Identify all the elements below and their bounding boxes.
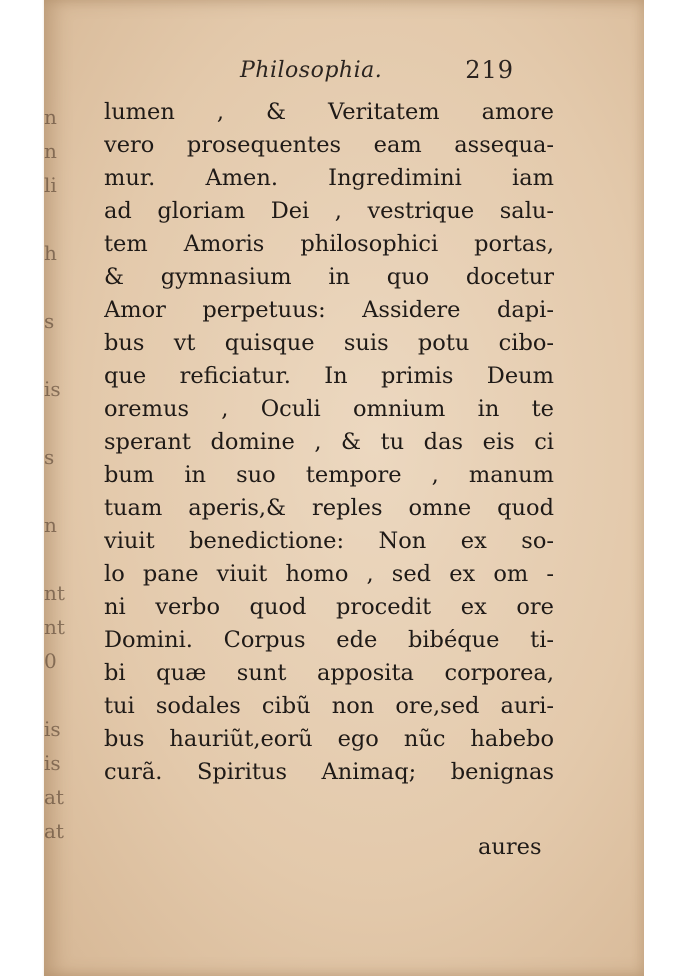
text-line: bus hauriũt,eorũ ego nũc habebo bbox=[104, 726, 554, 752]
body-text bbox=[104, 96, 554, 789]
running-head bbox=[240, 54, 530, 90]
text-line: tuam aperis,& reples omne quod bbox=[104, 495, 554, 521]
text-line: Amor perpetuus: Assidere dapi- bbox=[104, 297, 554, 323]
scan-margin bbox=[644, 0, 690, 976]
text-line: sperant domine , & tu das eis ci bbox=[104, 429, 554, 455]
text-line: bi quæ sunt apposita corporea, bbox=[104, 660, 554, 686]
text-line: lo pane viuit homo , sed ex om - bbox=[104, 561, 554, 587]
book-gutter bbox=[0, 0, 48, 976]
text-line: ad gloriam Dei , vestrique salu- bbox=[104, 198, 554, 224]
text-line: bum in suo tempore , manum bbox=[104, 462, 554, 488]
text-line: lumen , & Veritatem amore bbox=[104, 99, 554, 125]
text-line: & gymnasium in quo docetur bbox=[104, 264, 554, 290]
text-line: bus vt quisque suis potu cibo- bbox=[104, 330, 554, 356]
facing-page-bleed-text: n n li h s is s n nt nt 0 is is at at bbox=[44, 105, 65, 843]
text-line: que reficiatur. In primis Deum bbox=[104, 363, 554, 389]
page-number: 219 bbox=[465, 56, 514, 84]
text-line: tui sodales cibũ non ore,sed auri- bbox=[104, 693, 554, 719]
text-line: mur. Amen. Ingredimini iam bbox=[104, 165, 554, 191]
text-line: oremus , Oculi omnium in te bbox=[104, 396, 554, 422]
text-line: tem Amoris philosophici portas, bbox=[104, 231, 554, 257]
running-title: Philosophia. bbox=[240, 58, 383, 83]
text-line: Domini. Corpus ede bibéque ti- bbox=[104, 627, 554, 653]
text-line: vero prosequentes eam assequa- bbox=[104, 132, 554, 158]
catchword: aures bbox=[478, 834, 542, 860]
text-line: ni verbo quod procedit ex ore bbox=[104, 594, 554, 620]
text-line: viuit benedictione: Non ex so- bbox=[104, 528, 554, 554]
text-line: curã. Spiritus Animaq; benignas bbox=[104, 759, 554, 785]
